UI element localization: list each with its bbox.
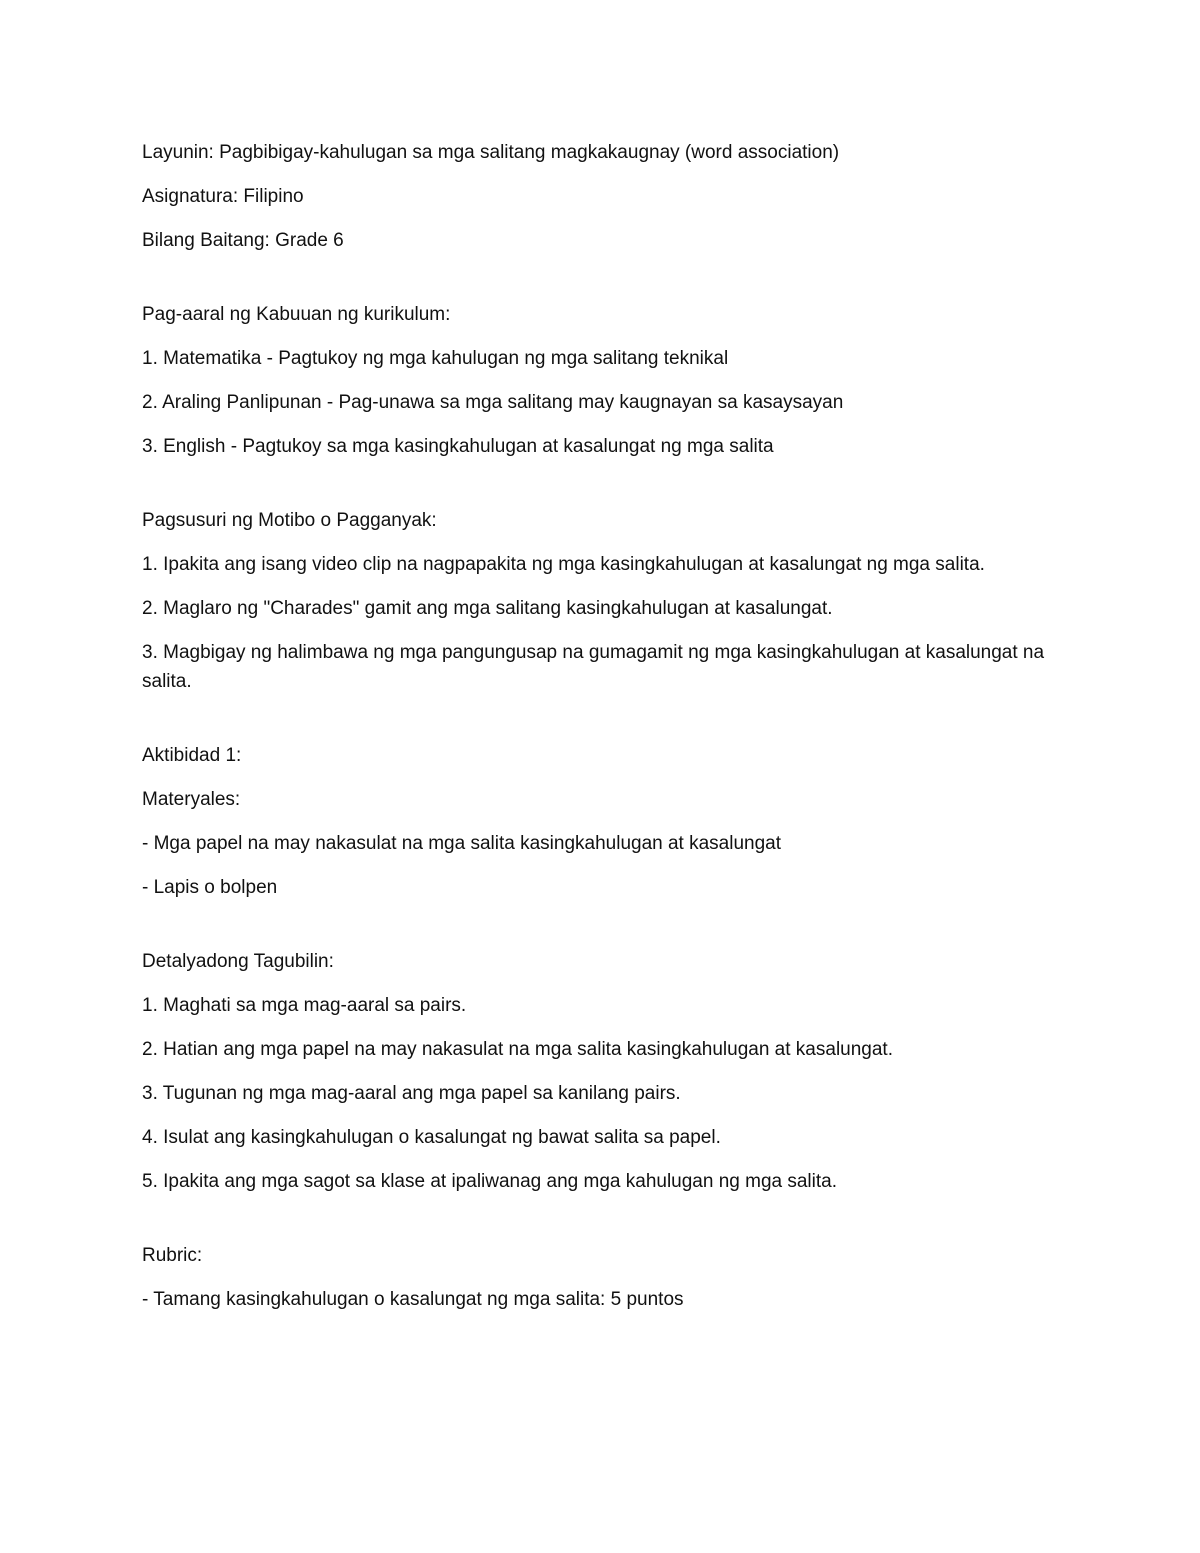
tagubilin-item: 4. Isulat ang kasingkahulugan o kasalungat ng bawat salita sa papel. [142, 1127, 721, 1148]
materyales-item: - Lapis o bolpen [142, 877, 278, 898]
asignatura-line: Asignatura: Filipino [142, 186, 304, 207]
materyales-item: - Mga papel na may nakasulat na mga salita kasingkahulugan at kasalungat [142, 833, 782, 854]
section-gap [142, 270, 1062, 300]
baitang-line: Bilang Baitang: Grade 6 [142, 230, 344, 251]
tagubilin-item: 3. Tugunan ng mga mag-aaral ang mga papel sa kanilang pairs. [142, 1083, 681, 1104]
motibo-item: 2. Maglaro ng "Charades" gamit ang mga salitang kasingkahulugan at kasalungat. [142, 598, 833, 619]
kurikulum-item: 1. Matematika - Pagtukoy ng mga kahulugan ng mga salitang teknikal [142, 348, 729, 369]
document-body [142, 138, 1062, 1329]
layunin-line: Layunin: Pagbibigay-kahulugan sa mga salitang magkakaugnay (word association) [142, 142, 840, 163]
materyales-heading: Materyales: [142, 789, 241, 810]
rubric-heading: Rubric: [142, 1245, 203, 1266]
motibo-item: 3. Magbigay ng halimbawa ng mga pangungusap na gumagamit ng mga kasingkahulugan at kasalungat na salita. [142, 642, 1045, 692]
motibo-item: 1. Ipakita ang isang video clip na nagpapakita ng mga kasingkahulugan at kasalungat ng mga salita. [142, 554, 985, 575]
tagubilin-heading: Detalyadong Tagubilin: [142, 951, 334, 972]
kurikulum-heading: Pag-aaral ng Kabuuan ng kurikulum: [142, 304, 451, 325]
tagubilin-item: 1. Maghati sa mga mag-aaral sa pairs. [142, 995, 467, 1016]
section-gap [142, 917, 1062, 947]
rubric-item: - Tamang kasingkahulugan o kasalungat ng mga salita: 5 puntos [142, 1289, 684, 1310]
tagubilin-item: 2. Hatian ang mga papel na may nakasulat na mga salita kasingkahulugan at kasalungat. [142, 1039, 893, 1060]
section-gap [142, 1211, 1062, 1241]
motibo-heading: Pagsusuri ng Motibo o Pagganyak: [142, 510, 437, 531]
section-gap [142, 476, 1062, 506]
kurikulum-item: 3. English - Pagtukoy sa mga kasingkahulugan at kasalungat ng mga salita [142, 436, 774, 457]
section-gap [142, 711, 1062, 741]
kurikulum-item: 2. Araling Panlipunan - Pag-unawa sa mga salitang may kaugnayan sa kasaysayan [142, 392, 844, 413]
aktibidad-heading: Aktibidad 1: [142, 745, 242, 766]
tagubilin-item: 5. Ipakita ang mga sagot sa klase at ipaliwanag ang mga kahulugan ng mga salita. [142, 1171, 838, 1192]
